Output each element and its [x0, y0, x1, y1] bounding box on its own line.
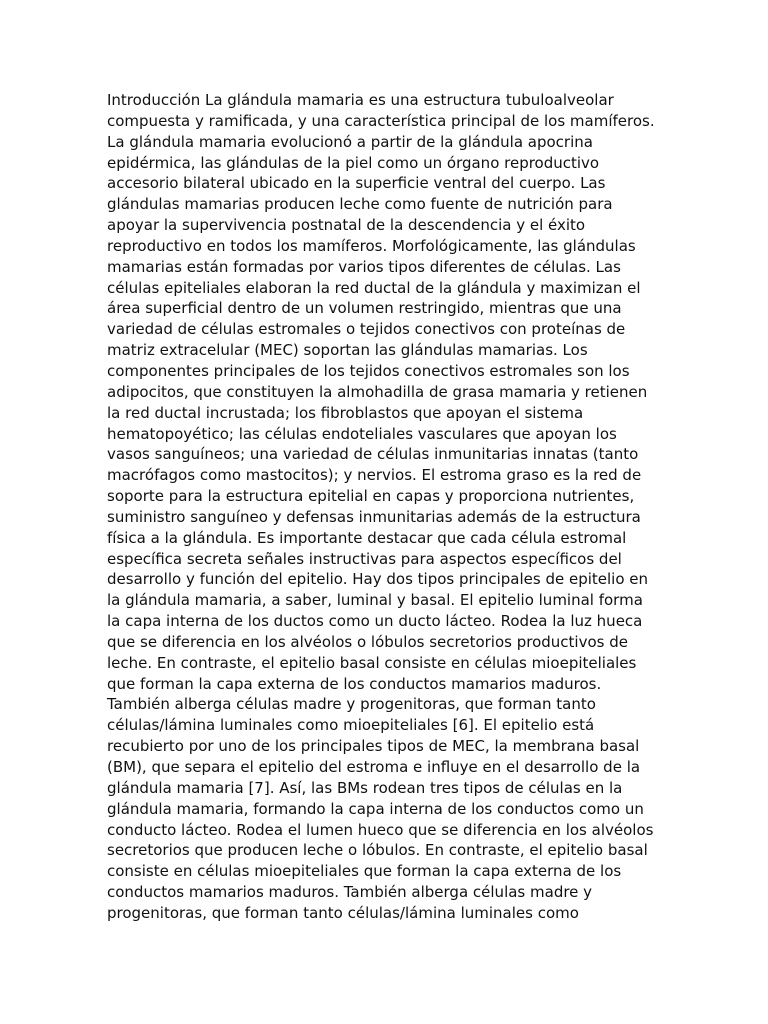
text-line: glándula mamaria [7]. Así, las BMs rodean tres tipos de células en la [107, 778, 623, 797]
text-line: componentes principales de los tejidos conectivos estromales son los [107, 361, 630, 380]
text-line: Introducción La glándula mamaria es una estructura tubuloalveolar [107, 91, 614, 109]
text-line: conducto lácteo. Rodea el lumen hueco que se diferencia en los alvéolos [107, 820, 654, 839]
text-line: glándulas mamarias producen leche como fuente de nutrición para [107, 195, 613, 214]
text-line: También alberga células madre y progenitoras, que forman tanto [107, 695, 596, 714]
text-line: adipocitos, que constituyen la almohadilla de grasa mamaria y retienen [107, 382, 648, 401]
text-line: que se diferencia en los alvéolos o lóbulos secretorios productivos de [107, 632, 628, 651]
text-line: epidérmica, las glándulas de la piel como un órgano reproductivo [107, 153, 600, 172]
text-line: células/lámina luminales como mioepiteliales [6]. El epitelio está [107, 716, 595, 735]
text-line: recubierto por uno de los principales tipos de MEC, la membrana basal [107, 737, 640, 756]
text-line: reproductivo en todos los mamíferos. Morfológicamente, las glándulas [107, 236, 636, 255]
text-line: macrófagos como mastocitos); y nervios. El estroma graso es la red de [107, 466, 642, 485]
text-line: compuesta y ramificada, y una característica principal de los mamíferos. [107, 111, 655, 130]
text-line: la glándula mamaria, a saber, luminal y basal. El epitelio luminal forma [107, 591, 643, 610]
text-line: secretorios que producen leche o lóbulos. En contraste, el epitelio basal [107, 841, 648, 860]
text-line: La glándula mamaria evolucionó a partir de la glándula apocrina [107, 132, 593, 151]
body-paragraph [107, 90, 667, 924]
text-line: la red ductal incrustada; los fibroblastos que apoyan el sistema [107, 403, 584, 422]
text-line: progenitoras, que forman tanto células/lámina luminales como [107, 903, 579, 922]
text-line: específica secreta señales instructivas para aspectos específicos del [107, 549, 622, 568]
text-line: conductos mamarios maduros. También alberga células madre y [107, 883, 593, 902]
text-line: que forman la capa externa de los conductos mamarios maduros. [107, 674, 602, 693]
text-line: vasos sanguíneos; una variedad de células inmunitarias innatas (tanto [107, 445, 639, 464]
text-line: la capa interna de los ductos como un ducto lácteo. Rodea la luz hueca [107, 612, 643, 631]
text-line: apoyar la supervivencia postnatal de la descendencia y el éxito [107, 216, 586, 235]
text-line: leche. En contraste, el epitelio basal consiste en células mioepiteliales [107, 653, 637, 672]
text-line: mamarias están formadas por varios tipos diferentes de células. Las [107, 257, 621, 276]
text-line: (BM), que separa el epitelio del estroma e influye en el desarrollo de la [107, 758, 641, 776]
text-line: glándula mamaria, formando la capa interna de los conductos como un [107, 799, 644, 818]
text-line: física a la glándula. Es importante destacar que cada célula estromal [107, 528, 627, 547]
text-line: área superficial dentro de un volumen restringido, mientras que una [107, 299, 622, 318]
text-line: consiste en células mioepiteliales que forman la capa externa de los [107, 862, 622, 881]
text-line: matriz extracelular (MEC) soportan las glándulas mamarias. Los [107, 341, 588, 360]
text-line: desarrollo y función del epitelio. Hay dos tipos principales de epitelio en [107, 570, 649, 589]
text-line: hematopoyético; las células endoteliales vasculares que apoyan los [107, 424, 617, 443]
text-line: suministro sanguíneo y defensas inmunitarias además de la estructura [107, 507, 641, 526]
text-line: soporte para la estructura epitelial en capas y proporciona nutrientes, [107, 487, 635, 506]
text-line: células epiteliales elaboran la red ductal de la glándula y maximizan el [107, 278, 641, 297]
text-line: variedad de células estromales o tejidos conectivos con proteínas de [107, 320, 626, 339]
text-line: accesorio bilateral ubicado en la superficie ventral del cuerpo. Las [107, 174, 606, 193]
